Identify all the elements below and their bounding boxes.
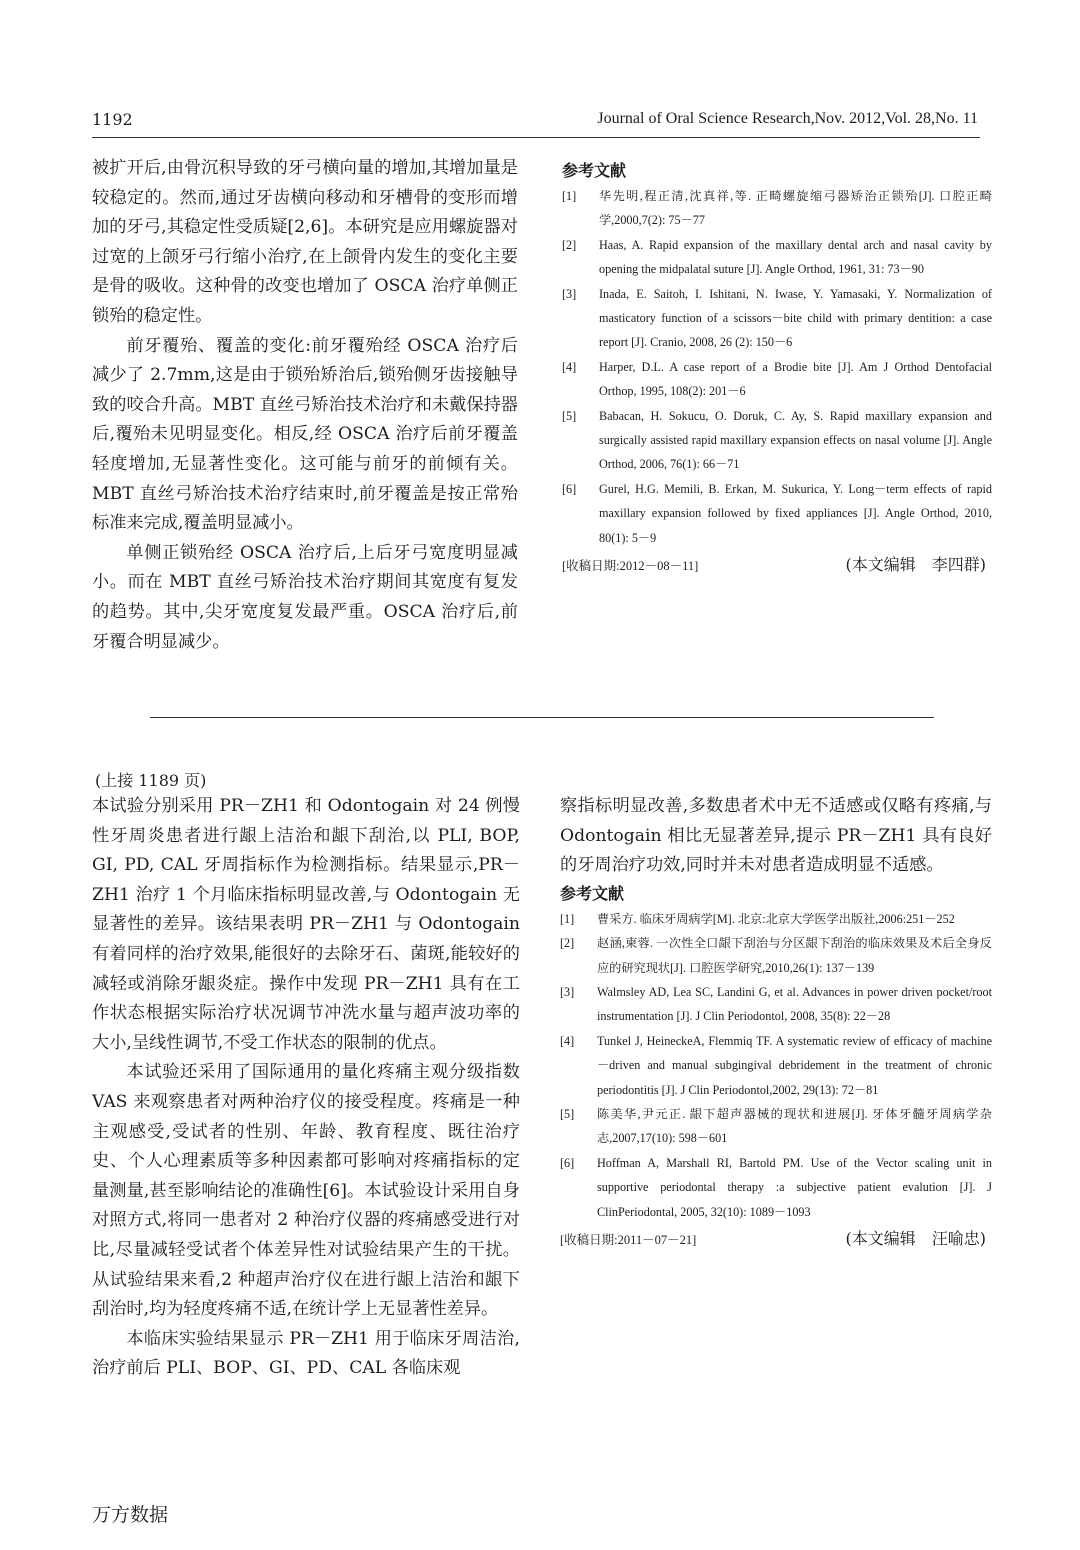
reference-number: [6]: [560, 1155, 575, 1170]
reference-text: 华先明,程正清,沈真祥,等. 正畸螺旋缩弓器矫治正锁殆[J]. 口腔正畸学,2000,7(2): 75－77: [599, 189, 992, 228]
editor-credit: (本文编辑 汪喻忠): [845, 1229, 986, 1249]
top-left-column: [92, 154, 518, 657]
reference-text: Gurel, H.G. Memili, B. Erkan, M. Sukurica, Y. Long－term effects of rapid maxillary expansion followed by fixed appliances [J]. Angle Orthod, 2010, 80(1): 5－9: [599, 481, 992, 545]
body-paragraph: 被扩开后,由骨沉积导致的牙弓横向量的增加,其增加量是较稳定的。然而,通过牙齿横向移动和牙槽骨的变形而增加的牙弓,其稳定性受质疑[2,6]。本研究是应用螺旋器对过宽的上颌牙弓行缩小治疗,在上颌骨内发生的变化主要是骨的吸收。这种骨的改变也增加了 OSCA 治疗单侧正锁殆的稳定性。: [92, 158, 518, 326]
article-separator: [150, 717, 934, 718]
article-footer: [560, 1226, 992, 1249]
reference-number: [3]: [562, 286, 577, 301]
reference-number: [5]: [560, 1107, 575, 1122]
reference-text: Inada, E. Saitoh, I. Ishitani, N. Iwase, Y. Yamasaki, Y. Normalization of masticatory function of a scissors－bite child with primary dentition: a case report [J]. Cranio, 2008, 26 (2): 150－6: [599, 286, 992, 350]
reference-item: [560, 1151, 992, 1224]
reference-item: [562, 184, 992, 233]
header-rule: [92, 137, 980, 138]
watermark-text: 万方数据: [92, 1504, 169, 1526]
reference-item: [560, 931, 992, 980]
reference-text: Harper, D.L. A case report of a Brodie bite [J]. Am J Orthod Dentofacial Orthop, 1995, 108(2): 201－6: [599, 359, 992, 399]
reference-number: [3]: [560, 985, 575, 999]
body-paragraph: 本试验分别采用 PR－ZH1 和 Odontogain 对 24 例慢性牙周炎患者进行龈上洁治和龈下刮治,以 PLI, BOP, GI, PD, CAL 牙周指标作为检测指标。结果显示,PR－ZH1 治疗 1 个月临床指标明显改善,与 Odontogain 无显著性的差异。该结果表明 PR－ZH1 与 Odontogain 有着同样的治疗效果,能很好的去除牙石、菌斑,能较好的减轻或消除牙龈炎症。操作中发现 PR－ZH1 具有在工作状态根据实际治疗状况调节冲洗水量与超声波功率的大小,呈线性调节,不受工作状态的限制的优点。: [92, 796, 520, 1053]
reference-text: 曹采方. 临床牙周病学[M]. 北京:北京大学医学出版社,2006:251－252: [597, 911, 955, 926]
reference-item: [562, 404, 992, 477]
body-paragraph: 单侧正锁殆经 OSCA 治疗后,上后牙弓宽度明显减小。而在 MBT 直丝弓矫治技术治疗期间其宽度有复发的趋势。其中,尖牙宽度复发最严重。OSCA 治疗后,前牙覆合明显减少。: [92, 542, 518, 652]
reference-number: [2]: [562, 237, 577, 252]
reference-text: Hoffman A, Marshall RI, Bartold PM. Use of the Vector scaling unit in supportive periodontal therapy :a subjective patient evalution [J]. J ClinPeriodontal, 2005, 32(10): 1089－1093: [597, 1155, 992, 1219]
received-date: [收稿日期:2011－07－21]: [560, 1233, 697, 1248]
journal-running-head: Journal of Oral Science Research,Nov. 2012,Vol. 28,No. 11: [597, 110, 978, 127]
page-number: 1192: [92, 110, 133, 129]
reference-item: [562, 233, 992, 282]
reference-number: [5]: [562, 408, 577, 423]
reference-number: [1]: [562, 189, 577, 203]
reference-text: Tunkel J, HeineckeA, Flemmiq TF. A systematic review of efficacy of machine－driven and manual subgingival debridement in the treatment of chronic periodontitis [J]. J Clin Periodontol,2002, 29(13): 72－81: [597, 1033, 992, 1097]
reference-number: [1]: [560, 911, 575, 926]
reference-number: [6]: [562, 481, 577, 496]
reference-text: Babacan, H. Sokucu, O. Doruk, C. Ay, S. Rapid maxillary expansion and surgically assisted rapid maxillary expansion effects on nasal volume [J]. Angle Orthod, 2006, 76(1): 66－71: [599, 408, 992, 472]
body-paragraph: 前牙覆殆、覆盖的变化:前牙覆殆经 OSCA 治疗后减少了 2.7mm,这是由于锁殆矫治后,锁殆侧牙齿接触导致的咬合升高。MBT 直丝弓矫治技术治疗和未戴保持器后,覆殆未见明显变化。相反,经 OSCA 治疗后前牙覆盖轻度增加,无显著性变化。这可能与前牙的前倾有关。MBT 直丝弓矫治技术治疗结束时,前牙覆盖是按正常殆标准来完成,覆盖明显减小。: [92, 335, 518, 534]
reference-text: Haas, A. Rapid expansion of the maxillary dental arch and nasal cavity by opening the midpalatal suture [J]. Angle Orthod, 1961, 31: 73－90: [599, 237, 992, 277]
reference-item: [560, 980, 992, 1029]
reference-item: [560, 1102, 992, 1151]
body-paragraph: 本试验还采用了国际通用的量化疼痛主观分级指数 VAS 来观察患者对两种治疗仪的接受程度。疼痛是一种主观感受,受试者的性别、年龄、教育程度、既往治疗史、个人心理素质等多种因素都可影响对疼痛指标的定量测量,甚至影响结论的准确性[6]。本试验设计采用自身对照方式,将同一患者对 2 种治疗仪器的疼痛感受进行对比,尽量减轻受试者个体差异性对试验结果产生的干扰。从试验结果来看,2 种超声治疗仪在进行龈上洁治和龈下刮治时,均为轻度疼痛不适,在统计学上无显著性差异。: [92, 1062, 520, 1320]
reference-text: 陈美华,尹元正. 龈下超声器械的现状和进展[J]. 牙体牙髓牙周病学杂志,2007,17(10): 598－601: [597, 1107, 992, 1146]
reference-item: [562, 477, 992, 550]
reference-number: [4]: [560, 1033, 575, 1048]
bottom-right-column: [560, 792, 992, 1249]
continuation-note: (上接 1189 页): [95, 771, 207, 790]
body-paragraph: 察指标明显改善,多数患者术中无不适感或仅略有疼痛,与 Odontogain 相比无显著差异,提示 PR－ZH1 具有良好的牙周治疗功效,同时并未对患者造成明显不适感。: [560, 796, 992, 876]
reference-item: [560, 1029, 992, 1102]
reference-item: [562, 282, 992, 355]
reference-text: 赵涵,柬蓉. 一次性全口龈下刮治与分区龈下刮治的临床效果及术后全身反应的研究现状[J]. 口腔医学研究,2010,26(1): 137－139: [597, 936, 992, 975]
reference-number: [2]: [560, 936, 575, 951]
editor-credit: (本文编辑 李四群): [845, 555, 986, 575]
references-heading: 参考文献: [562, 161, 627, 180]
article-footer: [562, 552, 992, 575]
body-paragraph: 本临床实验结果显示 PR－ZH1 用于临床牙周洁治,治疗前后 PLI、BOP、GI、PD、CAL 各临床观: [92, 1328, 520, 1379]
reference-item: [562, 355, 992, 404]
reference-number: [4]: [562, 359, 577, 374]
received-date: [收稿日期:2012－08－11]: [562, 559, 699, 574]
reference-item: [560, 907, 992, 931]
reference-text: Walmsley AD, Lea SC, Landini G, et al. Advances in power driven pocket/root instrumentation [J]. J Clin Periodontol, 2008, 35(8): 22－28: [597, 985, 992, 1024]
bottom-left-column: [92, 792, 520, 1384]
top-references: [562, 160, 992, 575]
references-heading: 参考文献: [560, 883, 625, 903]
